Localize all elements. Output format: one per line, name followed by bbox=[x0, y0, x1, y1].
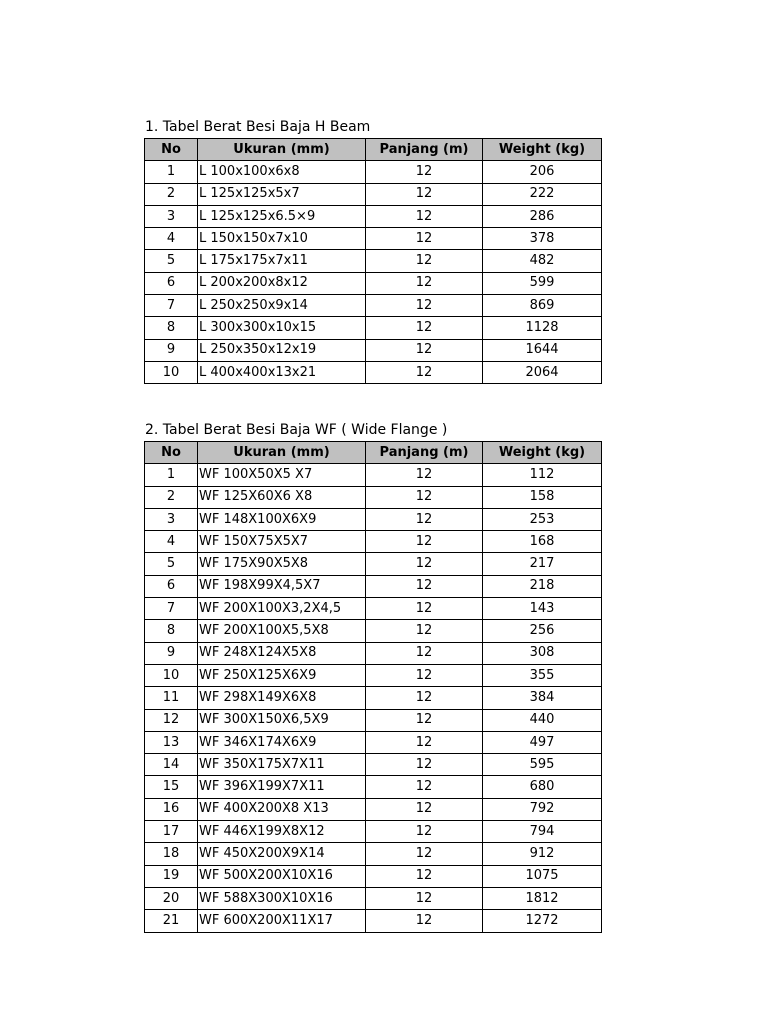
table-row bbox=[145, 887, 602, 909]
cell-weight: 1644 bbox=[483, 339, 602, 361]
table-row bbox=[145, 620, 602, 642]
column-header-weight: Weight (kg) bbox=[483, 442, 602, 464]
cell-panjang: 12 bbox=[366, 798, 483, 820]
cell-weight: 217 bbox=[483, 553, 602, 575]
table-row bbox=[145, 709, 602, 731]
cell-panjang: 12 bbox=[366, 205, 483, 227]
cell-no: 6 bbox=[145, 575, 198, 597]
cell-ukuran: WF 148X100X6X9 bbox=[198, 508, 366, 530]
table-row bbox=[145, 361, 602, 383]
cell-no: 7 bbox=[145, 295, 198, 317]
cell-weight: 497 bbox=[483, 731, 602, 753]
cell-panjang: 12 bbox=[366, 250, 483, 272]
cell-weight: 256 bbox=[483, 620, 602, 642]
cell-no: 11 bbox=[145, 687, 198, 709]
cell-panjang: 12 bbox=[366, 183, 483, 205]
cell-no: 10 bbox=[145, 664, 198, 686]
cell-weight: 218 bbox=[483, 575, 602, 597]
table-row bbox=[145, 464, 602, 486]
cell-no: 9 bbox=[145, 339, 198, 361]
wf-table-title: 2. Tabel Berat Besi Baja WF ( Wide Flange ) bbox=[145, 422, 448, 438]
cell-ukuran: WF 450X200X9X14 bbox=[198, 843, 366, 865]
cell-panjang: 12 bbox=[366, 464, 483, 486]
cell-weight: 384 bbox=[483, 687, 602, 709]
cell-panjang: 12 bbox=[366, 620, 483, 642]
cell-weight: 286 bbox=[483, 205, 602, 227]
h-beam-table bbox=[144, 138, 602, 384]
cell-weight: 869 bbox=[483, 295, 602, 317]
cell-panjang: 12 bbox=[366, 776, 483, 798]
cell-panjang: 12 bbox=[366, 531, 483, 553]
cell-no: 13 bbox=[145, 731, 198, 753]
table-header-row bbox=[145, 139, 602, 161]
column-header-weight: Weight (kg) bbox=[483, 139, 602, 161]
cell-ukuran: WF 446X199X8X12 bbox=[198, 821, 366, 843]
cell-ukuran: WF 588X300X10X16 bbox=[198, 887, 366, 909]
cell-ukuran: WF 298X149X6X8 bbox=[198, 687, 366, 709]
cell-panjang: 12 bbox=[366, 339, 483, 361]
cell-panjang: 12 bbox=[366, 843, 483, 865]
cell-ukuran: L 150x150x7x10 bbox=[198, 228, 366, 250]
cell-no: 14 bbox=[145, 754, 198, 776]
cell-weight: 912 bbox=[483, 843, 602, 865]
wf-table bbox=[144, 441, 602, 933]
cell-panjang: 12 bbox=[366, 664, 483, 686]
cell-weight: 792 bbox=[483, 798, 602, 820]
cell-weight: 158 bbox=[483, 486, 602, 508]
cell-weight: 112 bbox=[483, 464, 602, 486]
cell-no: 10 bbox=[145, 361, 198, 383]
cell-panjang: 12 bbox=[366, 687, 483, 709]
table-row bbox=[145, 183, 602, 205]
table-row bbox=[145, 317, 602, 339]
cell-weight: 168 bbox=[483, 531, 602, 553]
table-row bbox=[145, 272, 602, 294]
cell-no: 3 bbox=[145, 508, 198, 530]
cell-ukuran: WF 100X50X5 X7 bbox=[198, 464, 366, 486]
cell-panjang: 12 bbox=[366, 508, 483, 530]
table-row bbox=[145, 598, 602, 620]
table-row bbox=[145, 205, 602, 227]
cell-weight: 794 bbox=[483, 821, 602, 843]
cell-panjang: 12 bbox=[366, 887, 483, 909]
table-row bbox=[145, 754, 602, 776]
table-row bbox=[145, 531, 602, 553]
cell-no: 21 bbox=[145, 910, 198, 932]
cell-weight: 1812 bbox=[483, 887, 602, 909]
table-row bbox=[145, 339, 602, 361]
column-header-no: No bbox=[145, 442, 198, 464]
cell-weight: 378 bbox=[483, 228, 602, 250]
cell-panjang: 12 bbox=[366, 228, 483, 250]
cell-ukuran: L 175x175x7x11 bbox=[198, 250, 366, 272]
cell-panjang: 12 bbox=[366, 821, 483, 843]
h-beam-table-title: 1. Tabel Berat Besi Baja H Beam bbox=[145, 119, 371, 135]
cell-weight: 482 bbox=[483, 250, 602, 272]
column-header-ukuran: Ukuran (mm) bbox=[198, 139, 366, 161]
cell-no: 17 bbox=[145, 821, 198, 843]
cell-panjang: 12 bbox=[366, 709, 483, 731]
cell-panjang: 12 bbox=[366, 317, 483, 339]
cell-no: 4 bbox=[145, 531, 198, 553]
table-row bbox=[145, 664, 602, 686]
cell-ukuran: WF 200X100X3,2X4,5 bbox=[198, 598, 366, 620]
cell-panjang: 12 bbox=[366, 910, 483, 932]
column-header-panjang: Panjang (m) bbox=[366, 139, 483, 161]
column-header-ukuran: Ukuran (mm) bbox=[198, 442, 366, 464]
cell-ukuran: WF 350X175X7X11 bbox=[198, 754, 366, 776]
cell-ukuran: WF 250X125X6X9 bbox=[198, 664, 366, 686]
cell-panjang: 12 bbox=[366, 295, 483, 317]
cell-ukuran: L 200x200x8x12 bbox=[198, 272, 366, 294]
cell-no: 4 bbox=[145, 228, 198, 250]
wf-table-body bbox=[145, 464, 602, 932]
cell-panjang: 12 bbox=[366, 598, 483, 620]
table-row bbox=[145, 295, 602, 317]
table-row bbox=[145, 508, 602, 530]
cell-panjang: 12 bbox=[366, 161, 483, 183]
table-row bbox=[145, 798, 602, 820]
column-header-no: No bbox=[145, 139, 198, 161]
table-row bbox=[145, 776, 602, 798]
cell-ukuran: L 250x350x12x19 bbox=[198, 339, 366, 361]
cell-no: 6 bbox=[145, 272, 198, 294]
cell-weight: 1272 bbox=[483, 910, 602, 932]
cell-ukuran: L 100x100x6x8 bbox=[198, 161, 366, 183]
cell-weight: 680 bbox=[483, 776, 602, 798]
table-row bbox=[145, 843, 602, 865]
h-beam-section bbox=[144, 118, 602, 384]
cell-panjang: 12 bbox=[366, 642, 483, 664]
table-header-row bbox=[145, 442, 602, 464]
cell-no: 1 bbox=[145, 161, 198, 183]
cell-weight: 355 bbox=[483, 664, 602, 686]
cell-ukuran: WF 500X200X10X16 bbox=[198, 865, 366, 887]
table-row bbox=[145, 228, 602, 250]
cell-no: 2 bbox=[145, 183, 198, 205]
table-row bbox=[145, 821, 602, 843]
cell-ukuran: L 400x400x13x21 bbox=[198, 361, 366, 383]
table-row bbox=[145, 553, 602, 575]
cell-no: 8 bbox=[145, 317, 198, 339]
table-row bbox=[145, 486, 602, 508]
table-row bbox=[145, 642, 602, 664]
cell-weight: 599 bbox=[483, 272, 602, 294]
cell-weight: 440 bbox=[483, 709, 602, 731]
table-row bbox=[145, 910, 602, 932]
table-row bbox=[145, 250, 602, 272]
cell-ukuran: WF 396X199X7X11 bbox=[198, 776, 366, 798]
cell-ukuran: WF 248X124X5X8 bbox=[198, 642, 366, 664]
cell-no: 9 bbox=[145, 642, 198, 664]
cell-weight: 1128 bbox=[483, 317, 602, 339]
cell-no: 20 bbox=[145, 887, 198, 909]
cell-ukuran: L 300x300x10x15 bbox=[198, 317, 366, 339]
cell-weight: 143 bbox=[483, 598, 602, 620]
cell-panjang: 12 bbox=[366, 731, 483, 753]
cell-ukuran: WF 150X75X5X7 bbox=[198, 531, 366, 553]
cell-ukuran: WF 175X90X5X8 bbox=[198, 553, 366, 575]
table-row bbox=[145, 865, 602, 887]
cell-ukuran: WF 400X200X8 X13 bbox=[198, 798, 366, 820]
cell-weight: 222 bbox=[483, 183, 602, 205]
cell-panjang: 12 bbox=[366, 553, 483, 575]
cell-weight: 206 bbox=[483, 161, 602, 183]
cell-ukuran: L 125x125x5x7 bbox=[198, 183, 366, 205]
cell-no: 3 bbox=[145, 205, 198, 227]
cell-no: 16 bbox=[145, 798, 198, 820]
cell-panjang: 12 bbox=[366, 361, 483, 383]
cell-no: 8 bbox=[145, 620, 198, 642]
table-row bbox=[145, 575, 602, 597]
cell-panjang: 12 bbox=[366, 272, 483, 294]
cell-no: 19 bbox=[145, 865, 198, 887]
cell-ukuran: L 125x125x6.5×9 bbox=[198, 205, 366, 227]
cell-ukuran: WF 198X99X4,5X7 bbox=[198, 575, 366, 597]
cell-no: 5 bbox=[145, 250, 198, 272]
cell-panjang: 12 bbox=[366, 865, 483, 887]
wf-section bbox=[144, 421, 602, 933]
cell-panjang: 12 bbox=[366, 486, 483, 508]
h-beam-table-body bbox=[145, 161, 602, 384]
cell-no: 18 bbox=[145, 843, 198, 865]
cell-ukuran: WF 300X150X6,5X9 bbox=[198, 709, 366, 731]
cell-weight: 253 bbox=[483, 508, 602, 530]
cell-no: 2 bbox=[145, 486, 198, 508]
cell-no: 1 bbox=[145, 464, 198, 486]
cell-ukuran: WF 125X60X6 X8 bbox=[198, 486, 366, 508]
cell-no: 12 bbox=[145, 709, 198, 731]
table-row bbox=[145, 731, 602, 753]
cell-panjang: 12 bbox=[366, 754, 483, 776]
cell-ukuran: WF 200X100X5,5X8 bbox=[198, 620, 366, 642]
cell-weight: 2064 bbox=[483, 361, 602, 383]
table-row bbox=[145, 161, 602, 183]
cell-ukuran: WF 346X174X6X9 bbox=[198, 731, 366, 753]
cell-ukuran: WF 600X200X11X17 bbox=[198, 910, 366, 932]
cell-weight: 308 bbox=[483, 642, 602, 664]
cell-panjang: 12 bbox=[366, 575, 483, 597]
cell-no: 5 bbox=[145, 553, 198, 575]
cell-weight: 595 bbox=[483, 754, 602, 776]
column-header-panjang: Panjang (m) bbox=[366, 442, 483, 464]
cell-no: 7 bbox=[145, 598, 198, 620]
table-row bbox=[145, 687, 602, 709]
cell-weight: 1075 bbox=[483, 865, 602, 887]
cell-ukuran: L 250x250x9x14 bbox=[198, 295, 366, 317]
cell-no: 15 bbox=[145, 776, 198, 798]
